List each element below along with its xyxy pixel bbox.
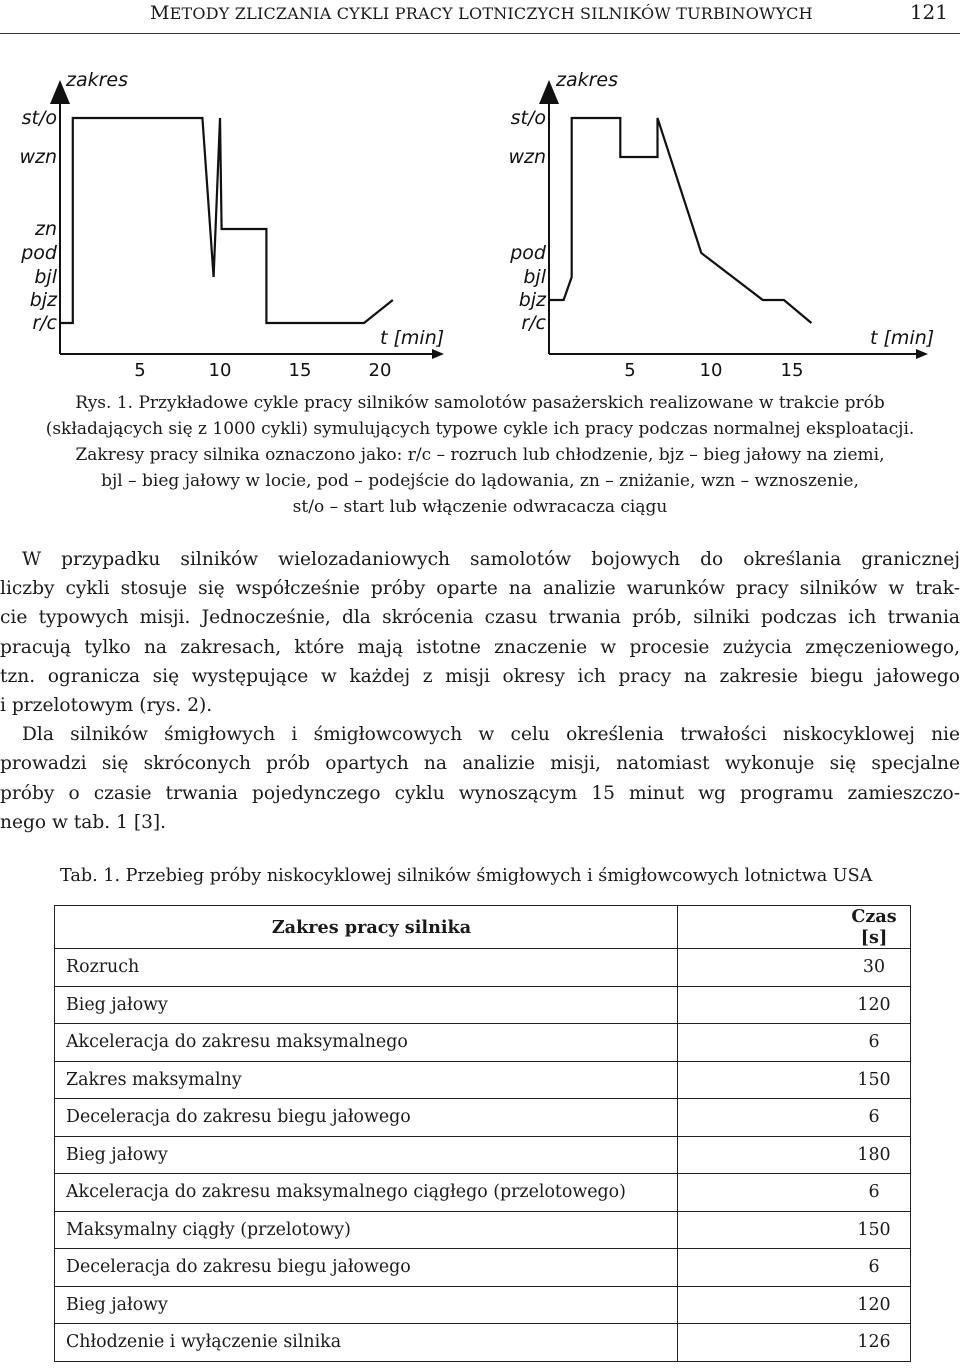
y-level-label: r/c: [32, 312, 57, 334]
column-header-time: Czas [s]: [678, 906, 911, 949]
time-cell: 6: [678, 1174, 911, 1212]
y-level-label: wzn: [508, 146, 546, 168]
page-number: 121: [909, 0, 948, 24]
text-line: nego w tab. 1 [3].: [0, 811, 167, 833]
x-axis-title: t [min]: [870, 327, 935, 349]
time-cell: 6: [678, 1249, 911, 1287]
right-cycle-plot: [508, 69, 934, 380]
text-line: W przypadku silników wielozadaniowych samolotów bojowych do określania granicznej: [22, 549, 960, 570]
range-cell: Chłodzenie i wyłączenie silnika: [55, 1324, 678, 1362]
x-tick-label: 10: [208, 360, 232, 380]
y-level-label: st/o: [21, 107, 57, 129]
range-cell: Zakres maksymalny: [55, 1061, 678, 1099]
caption-line: bjl – bieg jałowy w locie, pod – podejście do lądowania, zn – zniżanie, wzn – wznoszenie,: [101, 471, 859, 491]
table-row: [55, 1061, 911, 1099]
x-tick-label: 15: [780, 360, 804, 380]
caption-line: st/o – start lub włączenie odwracacza ciągu: [292, 497, 668, 517]
time-cell: 150: [678, 1211, 911, 1249]
range-cell: Maksymalny ciągły (przelotowy): [55, 1211, 678, 1249]
header-rule: [0, 33, 960, 34]
left-cycle-plot: [19, 69, 444, 380]
text-line: tzn. ogranicza się występujące w każdej z misji okresy ich pracy na zakresie biegu jałowego: [0, 665, 960, 687]
time-cell: 120: [678, 1286, 911, 1324]
range-cell: Rozruch: [55, 949, 678, 987]
y-level-label: bjz: [518, 289, 546, 311]
cycle-line: [60, 118, 393, 323]
caption-line: Zakresy pracy silnika oznaczono jako: r/c – rozruch lub chłodzenie, bjz – bieg jałowy na ziemi,: [75, 445, 885, 465]
time-cell: 150: [678, 1061, 911, 1099]
y-level-label: pod: [510, 242, 546, 264]
running-title: METODY ZLICZANIA CYKLI PRACY LOTNICZYCH SILNIKÓW TURBINOWYCH: [150, 2, 813, 24]
paragraph-1: [0, 545, 960, 720]
table-body: [55, 949, 911, 1362]
text-line: liczby cykli stosuje się współcześnie próby oparte na analizie warunków pracy silników w trak-: [0, 578, 960, 600]
time-cell: 30: [678, 949, 911, 987]
caption-line: (składających się z 1000 cykli) symulujących typowe cykle ich pracy podczas normalnej eksploatacji.: [45, 419, 915, 439]
table-caption: Tab. 1. Przebieg próby niskocyklowej silników śmigłowych i śmigłowcowych lotnictwa USA: [60, 866, 873, 886]
x-tick-label: 15: [288, 360, 312, 380]
text-line: cie typowych misji. Jednocześnie, dla skrócenia czasu trwania prób, silniki podczas ich trwania: [0, 607, 960, 629]
table-header-row: [55, 906, 911, 949]
text-line: Dla silników śmigłowych i śmigłowcowych w celu określenia trwałości niskocyklowej nie: [22, 724, 960, 746]
range-cell: Bieg jałowy: [55, 1136, 678, 1174]
table-row: [55, 1286, 911, 1324]
table-row: [55, 986, 911, 1024]
y-axis-title: zakres: [556, 69, 619, 91]
table-row: [55, 1211, 911, 1249]
figure-engine-cycles: [0, 60, 960, 380]
text-line: i przelotowym (rys. 2).: [0, 695, 213, 717]
time-cell: 126: [678, 1324, 911, 1362]
cycle-line: [549, 118, 811, 323]
test-program-table: [54, 905, 911, 1362]
range-cell: Deceleracja do zakresu biegu jałowego: [55, 1249, 678, 1287]
x-axis-arrow: [432, 349, 444, 359]
range-cell: Deceleracja do zakresu biegu jałowego: [55, 1099, 678, 1137]
range-cell: Akceleracja do zakresu maksymalnego ciągłego (przelotowego): [55, 1174, 678, 1212]
x-tick-label: 20: [368, 360, 392, 380]
table-row: [55, 1174, 911, 1212]
text-line: prowadzi się skróconych prób opartych na analizie misji, natomiast wykonuje się specjalne: [0, 753, 960, 775]
table-row: [55, 1024, 911, 1062]
table-row: [55, 949, 911, 987]
y-level-label: bjl: [523, 266, 546, 288]
table-row: [55, 1249, 911, 1287]
y-axis-title: zakres: [66, 69, 129, 91]
column-header-range: Zakres pracy silnika: [55, 906, 678, 949]
y-level-label: bjl: [34, 266, 57, 288]
y-level-label: wzn: [19, 146, 57, 168]
y-level-label: bjz: [29, 289, 57, 311]
table-row: [55, 1324, 911, 1362]
body-text: [0, 545, 960, 837]
figure-caption: [12, 390, 948, 520]
time-cell: 6: [678, 1024, 911, 1062]
caption-line: Rys. 1. Przykładowe cykle pracy silników samolotów pasażerskich realizowane w trakcie prób: [75, 393, 885, 413]
y-level-label: st/o: [510, 107, 546, 129]
y-level-label: r/c: [521, 312, 546, 334]
time-cell: 6: [678, 1099, 911, 1137]
x-tick-label: 10: [699, 360, 723, 380]
y-level-label: zn: [34, 218, 57, 240]
table-row: [55, 1136, 911, 1174]
y-level-label: pod: [21, 242, 57, 264]
text-line: pracują tylko na zakresach, które mają istotne znaczenie w procesie zużycia zmęczeniowego,: [0, 636, 960, 658]
x-tick-label: 5: [624, 360, 636, 380]
time-cell: 180: [678, 1136, 911, 1174]
x-axis-title: t [min]: [380, 327, 445, 349]
x-tick-label: 5: [134, 360, 146, 380]
range-cell: Bieg jałowy: [55, 1286, 678, 1324]
time-cell: 120: [678, 986, 911, 1024]
range-cell: Bieg jałowy: [55, 986, 678, 1024]
x-axis-arrow: [916, 349, 928, 359]
text-line: próby o czasie trwania pojedynczego cyklu wynoszącym 15 minut wg programu zamieszczo-: [0, 782, 960, 804]
page-header: [0, 0, 960, 34]
paragraph-2: [0, 720, 960, 837]
range-cell: Akceleracja do zakresu maksymalnego: [55, 1024, 678, 1062]
table-row: [55, 1099, 911, 1137]
